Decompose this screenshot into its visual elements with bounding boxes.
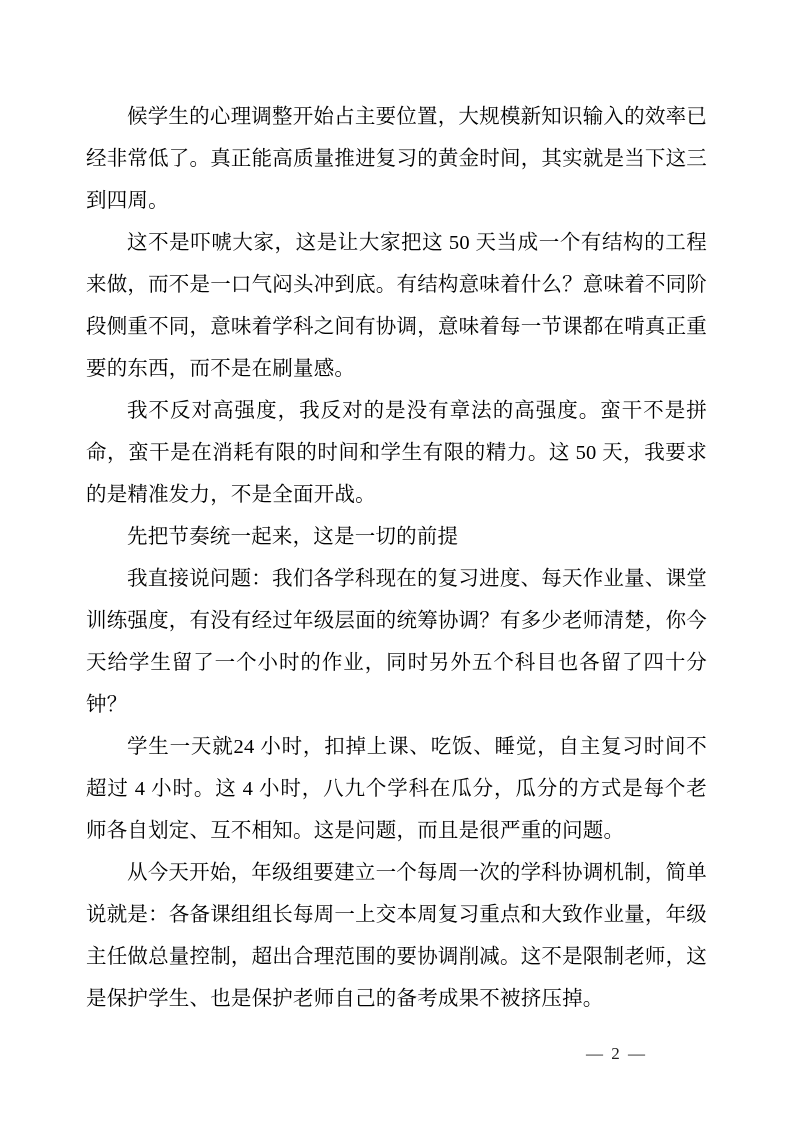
paragraph-4-subheading: 先把节奏统一起来，这是一切的前提 bbox=[127, 526, 459, 548]
paragraph-6: 学生一天就24 小时，扣掉上课、吃饭、睡觉，自主复习时间不超过 4 小时。这 4 小时，八九个学科在瓜分，瓜分的方式是每个老师各自划定、互不相知。这是问题，而且是很严重的问题。 bbox=[86, 736, 707, 842]
paragraph-1: 候学生的心理调整开始占主要位置，大规模新知识输入的效率已经非常低了。真正能高质量推进复习的黄金时间，其实就是当下这三到四周。 bbox=[86, 106, 707, 212]
paragraph-7: 从今天开始，年级组要建立一个每周一次的学科协调机制，简单说就是：各备课组组长每周一上交本周复习重点和大致作业量，年级主任做总量控制，超出合理范围的要协调削减。这不是限制老师，这是保护学生、也是保护老师自己的备考成果不被挤压掉。 bbox=[86, 862, 707, 1010]
paragraph-5: 我直接说问题：我们各学科现在的复习进度、每天作业量、课堂训练强度，有没有经过年级层面的统筹协调？有多少老师清楚，你今天给学生留了一个小时的作业，同时另外五个科目也各留了四十分钟？ bbox=[86, 568, 707, 716]
paragraph-3: 我不反对高强度，我反对的是没有章法的高强度。蛮干不是拼命，蛮干是在消耗有限的时间和学生有限的精力。这 50 天，我要求的是精准发力，不是全面开战。 bbox=[86, 400, 707, 506]
page-number: — 2 — bbox=[586, 1044, 647, 1063]
paragraph-2: 这不是吓唬大家，这是让大家把这 50 天当成一个有结构的工程来做，而不是一口气闷头冲到底。有结构意味着什么？意味着不同阶段侧重不同，意味着学科之间有协调，意味着每一节课都在啃真正重要的东西，而不是在刷量感。 bbox=[86, 232, 707, 380]
page-footer bbox=[0, 1044, 793, 1064]
document-body bbox=[86, 96, 707, 1020]
